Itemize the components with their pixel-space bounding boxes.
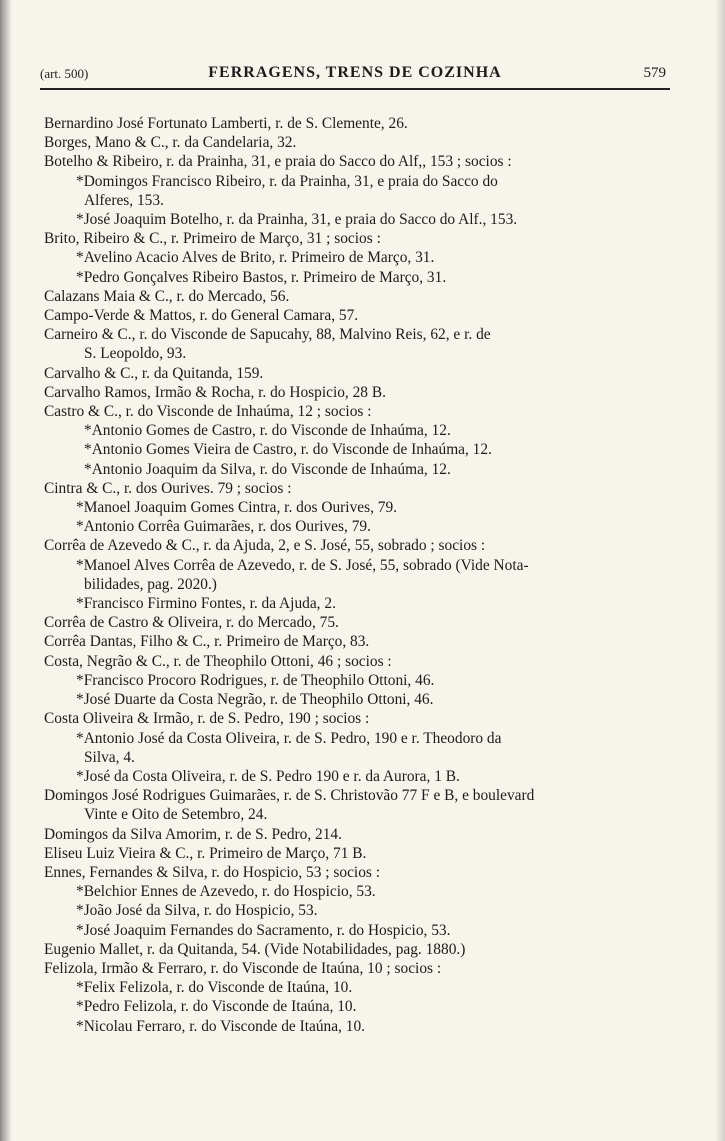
directory-entry: Domingos da Silva Amorim, r. de S. Pedro, 214. — [44, 825, 342, 843]
directory-entry: Carvalho & C., r. da Quitanda, 159. — [44, 364, 264, 382]
page-edge-shadow-right — [715, 0, 725, 1141]
directory-entry: Botelho & Ribeiro, r. da Prainha, 31, e praia do Sacco do Alf,, 153 ; socios : — [44, 153, 512, 171]
directory-entry-continuation: *José Joaquim Fernandes do Sacramento, r. do Hospicio, 53. — [76, 921, 451, 939]
directory-entry-continuation: bilidades, pag. 2020.) — [84, 575, 217, 593]
directory-entry-continuation: *Avelino Acacio Alves de Brito, r. Primeiro de Março, 31. — [76, 249, 435, 267]
directory-entry-continuation: Alferes, 153. — [84, 191, 164, 209]
directory-entry-continuation: *Antonio Gomes Vieira de Castro, r. do Visconde de Inhaúma, 12. — [84, 441, 492, 459]
article-reference: (art. 500) — [40, 66, 89, 81]
directory-entry-continuation: *Antonio Corrêa Guimarães, r. dos Ourives, 79. — [76, 518, 371, 536]
directory-entry: Cintra & C., r. dos Ourives. 79 ; socios : — [44, 479, 292, 497]
directory-entry: Carneiro & C., r. do Visconde de Sapucahy, 88, Malvino Reis, 62, e r. de — [44, 326, 491, 344]
directory-entry-continuation: Silva, 4. — [84, 748, 135, 766]
directory-entry: Borges, Mano & C., r. da Candelaria, 32. — [44, 134, 297, 152]
directory-entry: Bernardino José Fortunato Lamberti, r. de S. Clemente, 26. — [44, 115, 408, 132]
directory-entry: Castro & C., r. do Visconde de Inhaúma, 12 ; socios : — [44, 403, 372, 421]
page-header — [40, 62, 670, 90]
directory-entry: Ennes, Fernandes & Silva, r. do Hospicio, 53 ; socios : — [44, 863, 381, 881]
directory-entry: Costa Oliveira & Irmão, r. de S. Pedro, 190 ; socios : — [44, 710, 370, 728]
directory-entry: Corrêa de Castro & Oliveira, r. do Mercado, 75. — [44, 614, 339, 632]
directory-entry-continuation: *Manoel Joaquim Gomes Cintra, r. dos Ourives, 79. — [76, 499, 398, 517]
directory-entry: Calazans Maia & C., r. do Mercado, 56. — [44, 287, 290, 305]
directory-entry: Domingos José Rodrigues Guimarães, r. de S. Christovão 77 F e B, e boulevard — [44, 787, 535, 805]
directory-entry-continuation: *João José da Silva, r. do Hospicio, 53. — [76, 902, 318, 920]
directory-entry: Corrêa Dantas, Filho & C., r. Primeiro de Março, 83. — [44, 633, 370, 651]
page-number: 579 — [643, 65, 666, 81]
directory-entry: Eugenio Mallet, r. da Quitanda, 54. (Vide Notabilidades, pag. 1880.) — [44, 940, 466, 958]
section-title: FERRAGENS, TRENS DE COZINHA — [208, 64, 502, 81]
directory-entry: Brito, Ribeiro & C., r. Primeiro de Março, 31 ; socios : — [44, 230, 381, 248]
directory-entry: Corrêa de Azevedo & C., r. da Ajuda, 2, e S. José, 55, sobrado ; socios : — [44, 537, 486, 555]
directory-entry-continuation: S. Leopoldo, 93. — [84, 345, 187, 363]
directory-entry-continuation: *Felix Felizola, r. do Visconde de Itaúna, 10. — [76, 979, 353, 997]
directory-entry-continuation: *Pedro Felizola, r. do Visconde de Itaúna, 10. — [76, 998, 357, 1016]
directory-entry: Costa, Negrão & C., r. de Theophilo Ottoni, 46 ; socios : — [44, 652, 392, 670]
directory-entry-continuation: *Antonio Gomes de Castro, r. do Visconde de Inhaúma, 12. — [84, 422, 451, 440]
directory-entry-continuation: *Nicolau Ferraro, r. do Visconde de Itaúna, 10. — [76, 1017, 365, 1035]
directory-entries — [44, 114, 674, 1036]
directory-entry: Eliseu Luiz Vieira & C., r. Primeiro de Março, 71 B. — [44, 844, 367, 862]
directory-entry-continuation: *Antonio Joaquim da Silva, r. do Visconde de Inhaúma, 12. — [84, 460, 451, 478]
directory-entry-continuation: *José Duarte da Costa Negrão, r. de Theophilo Ottoni, 46. — [76, 691, 434, 709]
directory-entry-continuation: *Francisco Procoro Rodrigues, r. de Theophilo Ottoni, 46. — [76, 671, 435, 689]
page-edge-shadow — [0, 0, 14, 1141]
directory-entry-continuation: *Manoel Alves Corrêa de Azevedo, r. de S. José, 55, sobrado (Vide Nota- — [76, 556, 529, 574]
directory-entry-continuation: *Antonio José da Costa Oliveira, r. de S. Pedro, 190 e r. Theodoro da — [76, 729, 502, 747]
directory-entry-continuation: *Belchior Ennes de Azevedo, r. do Hospicio, 53. — [76, 883, 376, 901]
directory-entry: Carvalho Ramos, Irmão & Rocha, r. do Hospicio, 28 B. — [44, 383, 386, 401]
directory-entry-continuation: *Francisco Firmino Fontes, r. da Ajuda, 2. — [76, 595, 336, 613]
directory-entry-continuation: *Pedro Gonçalves Ribeiro Bastos, r. Primeiro de Março, 31. — [76, 268, 447, 286]
directory-entry: Campo-Verde & Mattos, r. do General Camara, 57. — [44, 307, 359, 325]
directory-entry-continuation: Vinte e Oito de Setembro, 24. — [84, 806, 268, 824]
directory-entry-continuation: *Domingos Francisco Ribeiro, r. da Prainha, 31, e praia do Sacco do — [76, 172, 498, 190]
directory-entry-continuation: *José Joaquim Botelho, r. da Prainha, 31, e praia do Sacco do Alf., 153. — [76, 211, 518, 229]
directory-entry: Felizola, Irmão & Ferraro, r. do Visconde de Itaúna, 10 ; socios : — [44, 959, 442, 977]
directory-entry-continuation: *José da Costa Oliveira, r. de S. Pedro 190 e r. da Aurora, 1 B. — [76, 767, 460, 785]
